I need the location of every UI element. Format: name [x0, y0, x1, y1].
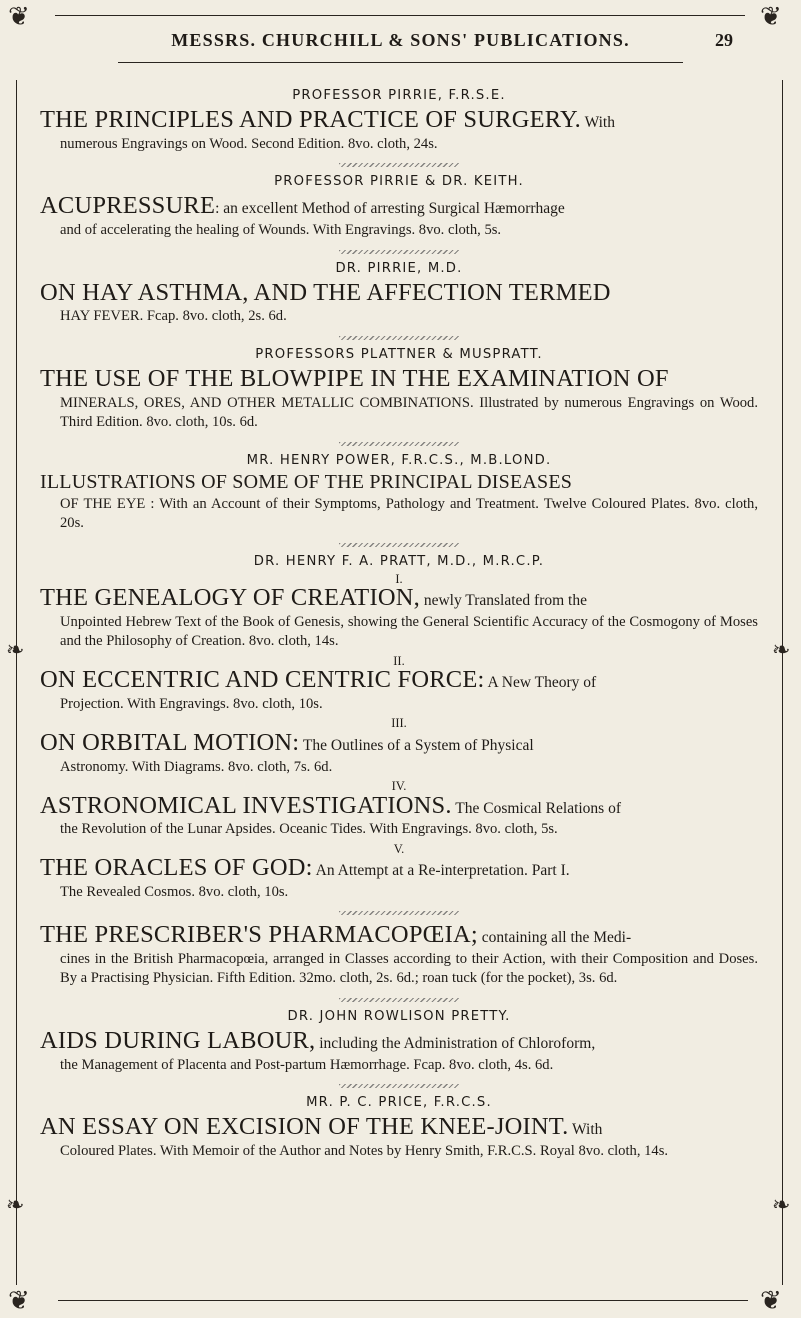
- entry-title-line: [40, 1028, 758, 1054]
- entry-title: ILLUSTRATIONS OF SOME OF THE PRINCIPAL DISEASES: [40, 470, 573, 493]
- corner-ornament-icon: ❦: [760, 1286, 782, 1316]
- wavy-divider: [339, 163, 459, 167]
- entry-pratt-works: [40, 554, 758, 903]
- entry-title-line: [40, 855, 758, 881]
- entry-title-suffix: newly Translated from the: [419, 592, 587, 610]
- entry-author: PROFESSOR PIRRIE, F.R.S.E.: [292, 88, 506, 103]
- entry-title: THE USE OF THE BLOWPIPE IN THE EXAMINATION OF: [40, 365, 669, 393]
- right-border-rule: [782, 80, 783, 1285]
- wavy-divider: [339, 250, 459, 254]
- entry-eye-diseases: [40, 453, 758, 534]
- entry-title: THE PRINCIPLES AND PRACTICE OF SURGERY.: [40, 106, 581, 134]
- entry-description: numerous Engravings on Wood. Second Edition. 8vo. cloth, 24s.: [60, 135, 438, 152]
- entry-author: PROFESSORS PLATTNER & MUSPRATT.: [255, 346, 543, 362]
- entry-title-line: [40, 793, 758, 819]
- bottom-border-rule: [58, 1300, 748, 1301]
- entry-description: The Revealed Cosmos. 8vo. cloth, 10s.: [60, 883, 289, 900]
- side-ornament-icon: ❧: [6, 1193, 25, 1218]
- entry-title: ON ORBITAL MOTION:: [40, 728, 300, 756]
- entry-blowpipe: [40, 347, 758, 433]
- side-ornament-icon: ❧: [772, 1193, 791, 1218]
- left-border-rule: [16, 80, 17, 1285]
- entry-description: Astronomy. With Diagrams. 8vo. cloth, 7s. 6d.: [60, 758, 333, 775]
- wavy-divider: [339, 442, 459, 446]
- wavy-divider: [339, 911, 459, 915]
- corner-ornament-icon: ❦: [8, 1286, 30, 1316]
- side-ornament-icon: ❧: [6, 638, 25, 663]
- work-numeral: IV.: [391, 779, 407, 794]
- entry-title: ACUPRESSURE: [40, 192, 216, 220]
- entry-description: Projection. With Engravings. 8vo. cloth, 10s.: [60, 696, 323, 712]
- entry-author: DR. HENRY F. A. PRATT, M.D., M.R.C.P.: [253, 553, 545, 569]
- entry-acupressure: [40, 174, 758, 240]
- entry-title: THE ORACLES OF GOD:: [40, 854, 313, 882]
- entry-title-line: [40, 107, 758, 133]
- wavy-divider: [339, 998, 459, 1002]
- wavy-divider: [339, 336, 459, 340]
- entry-title: ON ECCENTRIC AND CENTRIC FORCE:: [40, 666, 485, 694]
- entry-title-suffix: A New Theory of: [484, 674, 597, 692]
- entry-knee-joint: [40, 1095, 758, 1161]
- entry-description: Coloured Plates. With Memoir of the Author and Notes by Henry Smith, F.R.C.S. Royal 8vo. cloth, 14s.: [60, 1143, 669, 1159]
- entry-hay-asthma: [40, 261, 758, 327]
- entry-title-line: [40, 366, 758, 392]
- entry-title-line: [40, 585, 758, 611]
- work-numeral: I.: [395, 571, 403, 586]
- entry-title-suffix: The Cosmical Relations of: [451, 799, 621, 817]
- entry-title: THE GENEALOGY OF CREATION,: [40, 584, 420, 612]
- entry-title-suffix: containing all the Medi-: [477, 929, 632, 947]
- wavy-divider: [339, 1084, 459, 1088]
- entry-title: ON HAY ASTHMA, AND THE AFFECTION TERMED: [40, 278, 611, 306]
- corner-ornament-icon: ❦: [8, 2, 30, 32]
- wavy-divider: [339, 543, 459, 547]
- side-ornament-icon: ❧: [772, 638, 791, 663]
- entry-title-suffix: An Attempt at a Re-interpretation. Part I.: [312, 862, 570, 880]
- entry-title: ASTRONOMICAL INVESTIGATIONS.: [40, 791, 452, 819]
- running-head: MESSRS. CHURCHILL & SONS' PUBLICATIONS.: [171, 30, 630, 50]
- entry-description: Unpointed Hebrew Text of the Book of Genesis, showing the General Scientific Accuracy of the Cosmogony of Moses and the Philosophy of Creation. 8vo. cloth, 14s.: [60, 613, 758, 650]
- entry-title-line: [40, 472, 758, 493]
- entry-author: DR. PIRRIE, M.D.: [335, 260, 463, 276]
- entry-title-line: [40, 1114, 758, 1140]
- catalogue-content: [40, 88, 758, 1169]
- entry-title-line: [40, 667, 758, 693]
- entry-prescriber: [40, 922, 758, 989]
- entry-title-suffix: With: [581, 114, 615, 132]
- entry-title-line: [40, 922, 758, 948]
- entry-description: OF THE EYE : With an Account of their Symptoms, Pathology and Treatment. Twelve Coloured Plates. 8vo. cloth, 20s.: [60, 495, 758, 532]
- entry-title: THE PRESCRIBER'S PHARMACOPŒIA;: [40, 921, 478, 949]
- entry-title-line: [40, 280, 758, 306]
- entry-author: MR. P. C. PRICE, F.R.C.S.: [306, 1095, 492, 1111]
- header-divider-rule: [118, 62, 683, 63]
- entry-aids-labour: [40, 1009, 758, 1075]
- entry-description: cines in the British Pharmacopœia, arranged in Classes according to their Action, with their Composition and Doses. By a Practising Physician. Fifth Edition. 32mo. cloth, 2s. 6d.; roan tuck (for the pocket), 3s. 6d.: [60, 951, 758, 987]
- top-border-rule: [55, 15, 745, 16]
- entry-title: AN ESSAY ON EXCISION OF THE KNEE-JOINT.: [40, 1113, 569, 1141]
- entry-description: and of accelerating the healing of Wounds. With Engravings. 8vo. cloth, 5s.: [60, 222, 502, 239]
- entry-title-suffix: With: [568, 1121, 603, 1139]
- work-numeral: V.: [393, 841, 405, 856]
- work-numeral: III.: [391, 716, 407, 731]
- entry-author: DR. JOHN ROWLISON PRETTY.: [287, 1008, 511, 1024]
- entry-author: PROFESSOR PIRRIE & DR. KEITH.: [274, 174, 524, 190]
- entry-description: MINERALS, ORES, AND OTHER METALLIC COMBINATIONS. Illustrated by numerous Engravings on Wood. Third Edition. 8vo. cloth, 10s. 6d.: [60, 394, 758, 431]
- corner-ornament-icon: ❦: [760, 2, 782, 32]
- entry-title-suffix: The Outlines of a System of Physical: [299, 736, 534, 754]
- entry-description: the Revolution of the Lunar Apsides. Oceanic Tides. With Engravings. 8vo. cloth, 5s.: [60, 821, 558, 838]
- entry-title: AIDS DURING LABOUR,: [40, 1026, 316, 1054]
- entry-author: MR. HENRY POWER, F.R.C.S., M.B.LOND.: [246, 452, 552, 468]
- entry-title-suffix: including the Administration of Chloroform,: [315, 1034, 596, 1052]
- page-number: 29: [715, 30, 733, 50]
- entry-description: HAY FEVER. Fcap. 8vo. cloth, 2s. 6d.: [60, 308, 287, 325]
- entry-title-line: [40, 193, 758, 219]
- work-numeral: II.: [393, 653, 405, 668]
- entry-title-line: [40, 730, 758, 756]
- entry-title-suffix: : an excellent Method of arresting Surgical Hæmorrhage: [215, 200, 565, 218]
- entry-pirrie-surgery: [40, 88, 758, 154]
- entry-description: the Management of Placenta and Post-partum Hæmorrhage. Fcap. 8vo. cloth, 4s. 6d.: [60, 1056, 554, 1073]
